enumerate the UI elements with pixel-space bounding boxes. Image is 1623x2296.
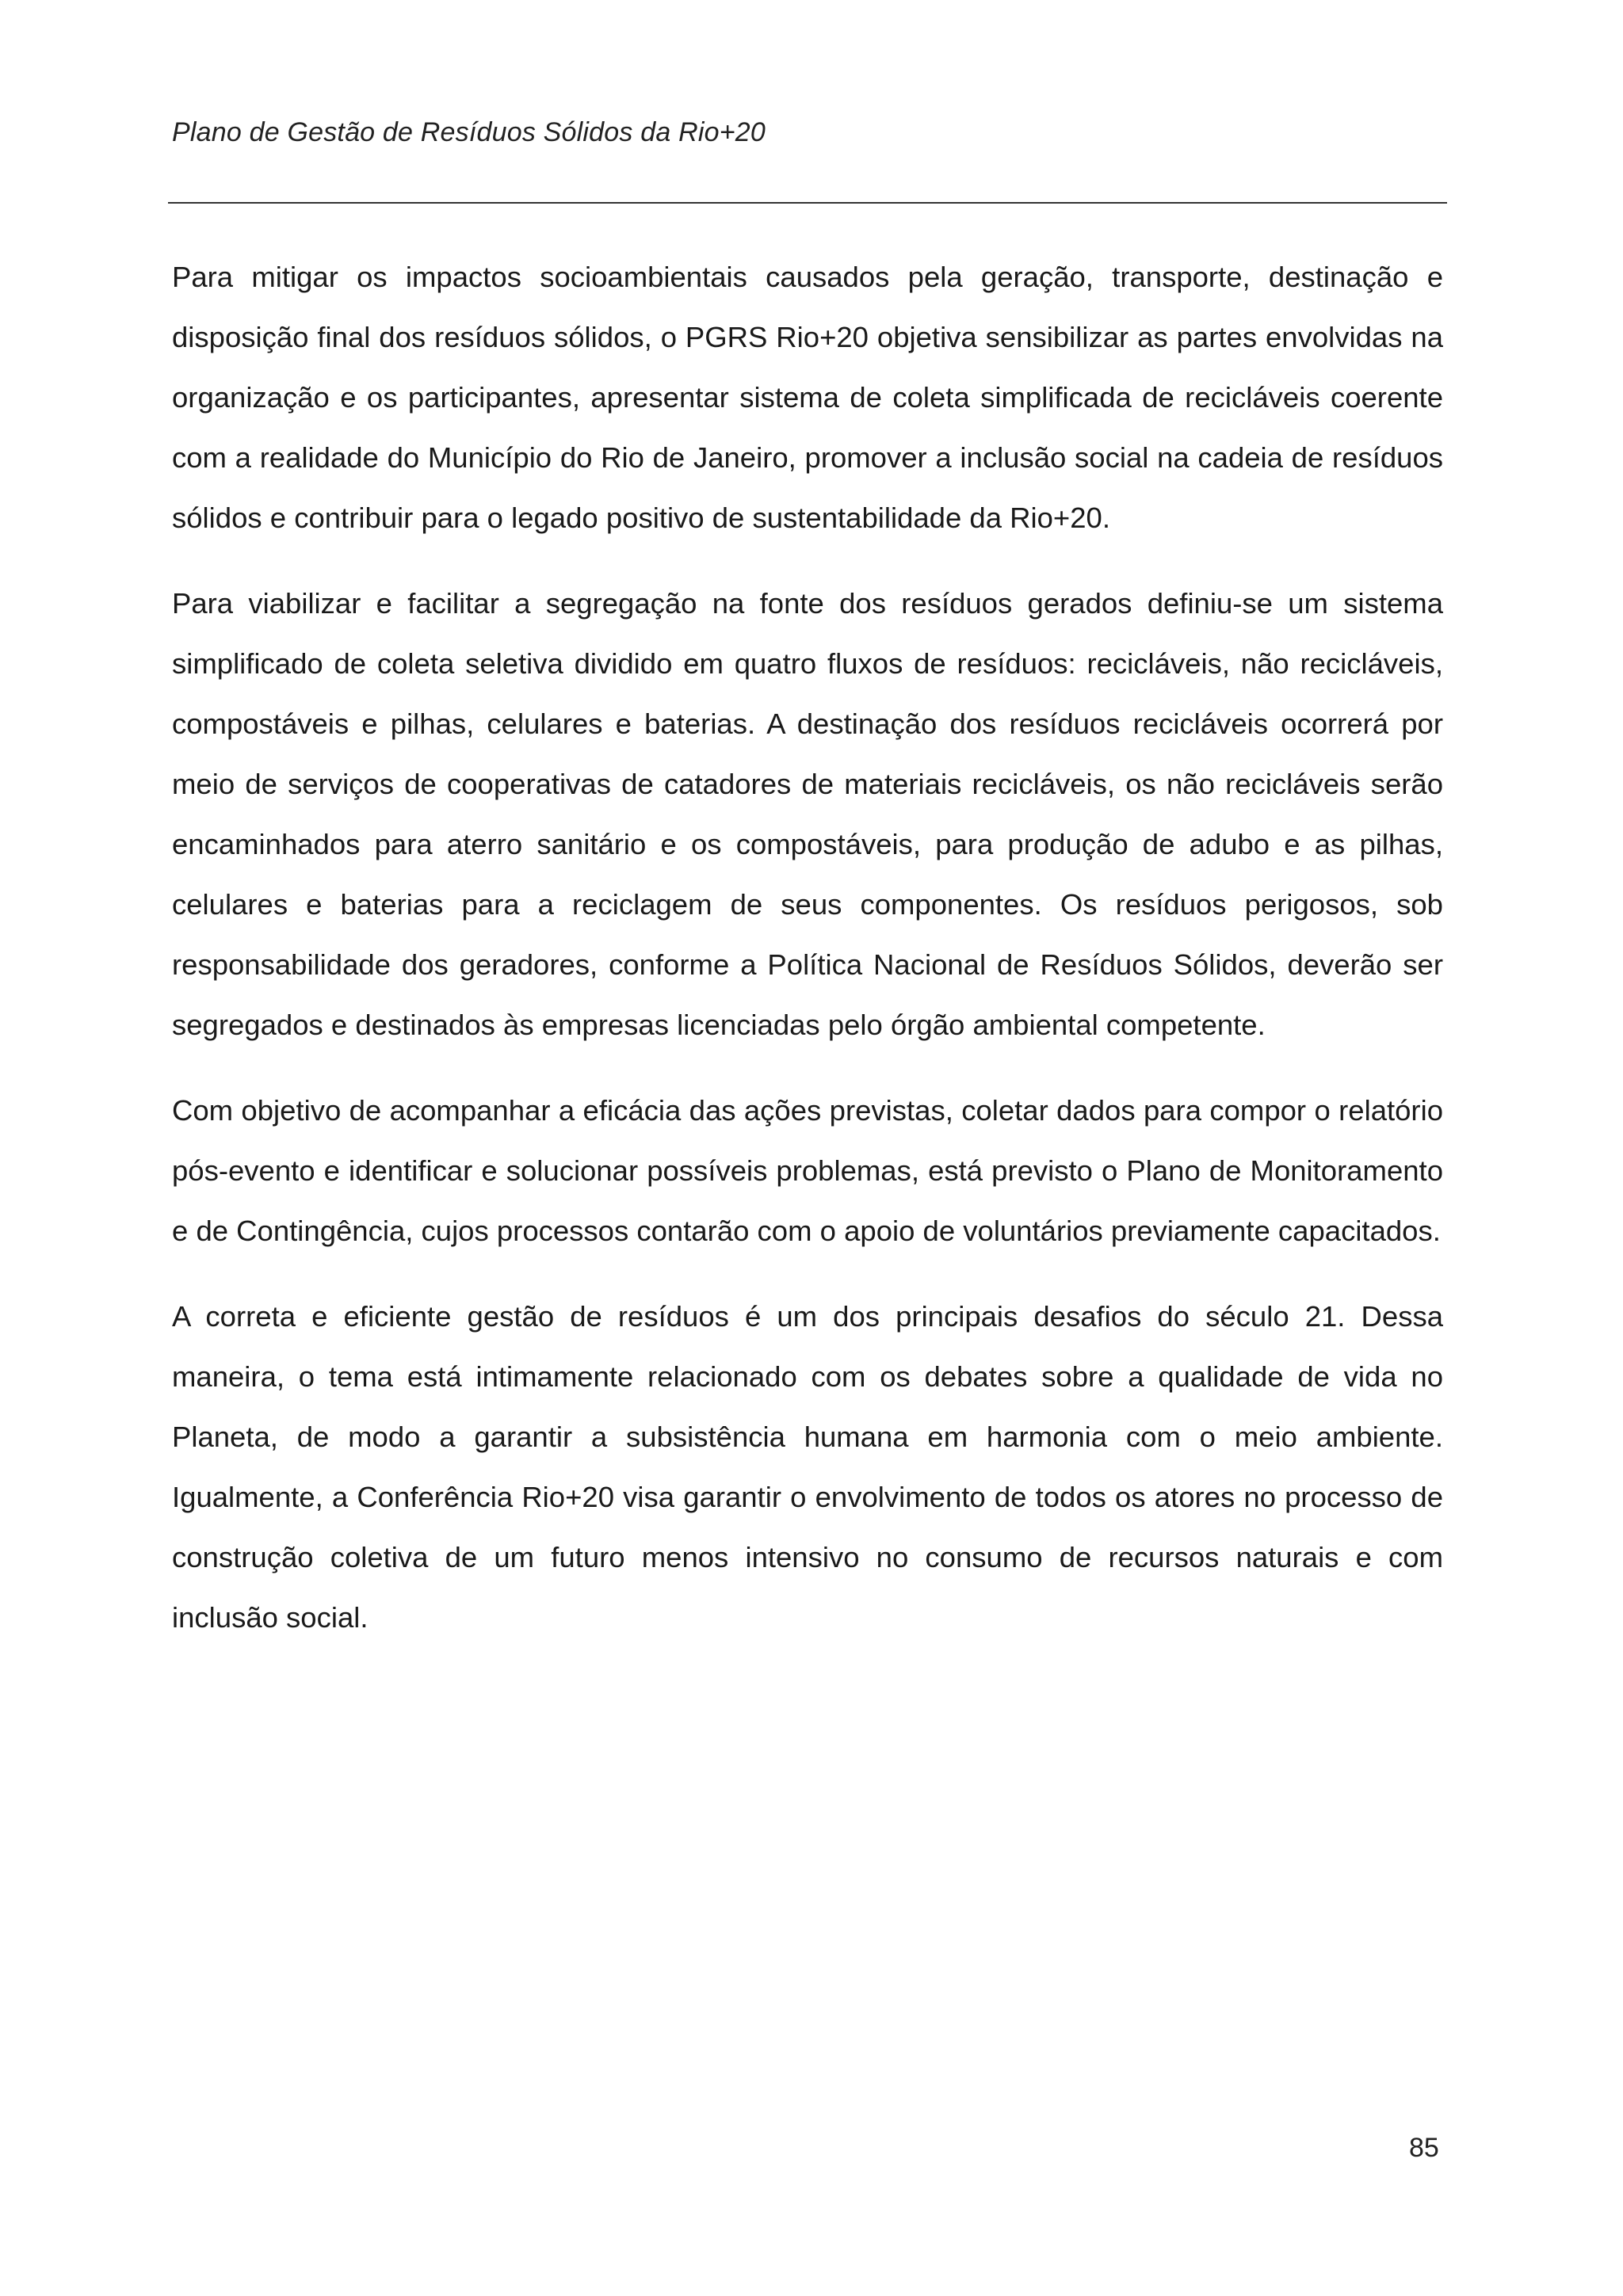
body-text <box>172 247 1443 1673</box>
paragraph-monitoring: Com objetivo de acompanhar a eficácia das ações previstas, coletar dados para compor o relatório pós-evento e identificar e solucionar possíveis problemas, está previsto o Plano de Monitoramento e de Contingência, cujos processos contarão com o apoio de voluntários previamente capacitados. <box>172 1094 1443 1247</box>
header-divider <box>168 202 1447 204</box>
page-number: 85 <box>1409 2133 1439 2163</box>
running-header: Plano de Gestão de Resíduos Sólidos da Rio+20 <box>172 117 766 147</box>
paragraph-conclusion: A correta e eficiente gestão de resíduos é um dos principais desafios do século 21. Dessa maneira, o tema está intimamente relacionado com os debates sobre a qualidade de vida no Planeta, de modo a garantir a subsistência humana em harmonia com o meio ambiente. Igualmente, a Conferência Rio+20 visa garantir o envolvimento de todos os atores no processo de construção coletiva de um futuro menos intensivo no consumo de recursos naturais e com inclusão social. <box>172 1300 1443 1634</box>
paragraph-objectives: Para mitigar os impactos socioambientais causados pela geração, transporte, destinação e disposição final dos resíduos sólidos, o PGRS Rio+20 objetiva sensibilizar as partes envolvidas na organização e os participantes, apresentar sistema de coleta simplificada de recicláveis coerente com a realidade do Município do Rio de Janeiro, promover a inclusão social na cadeia de resíduos sólidos e contribuir para o legado positivo de sustentabilidade da Rio+20. <box>172 261 1443 534</box>
paragraph-segregation: Para viabilizar e facilitar a segregação na fonte dos resíduos gerados definiu-se um sistema simplificado de coleta seletiva dividido em quatro fluxos de resíduos: recicláveis, não recicláveis, compostáveis e pilhas, celulares e baterias. A destinação dos resíduos recicláveis ocorrerá por meio de serviços de cooperativas de catadores de materiais recicláveis, os não recicláveis serão encaminhados para aterro sanitário e os compostáveis, para produção de adubo e as pilhas, celulares e baterias para a reciclagem de seus componentes. Os resíduos perigosos, sob responsabilidade dos geradores, conforme a Política Nacional de Resíduos Sólidos, deverão ser segregados e destinados às empresas licenciadas pelo órgão ambiental competente. <box>172 587 1443 1041</box>
